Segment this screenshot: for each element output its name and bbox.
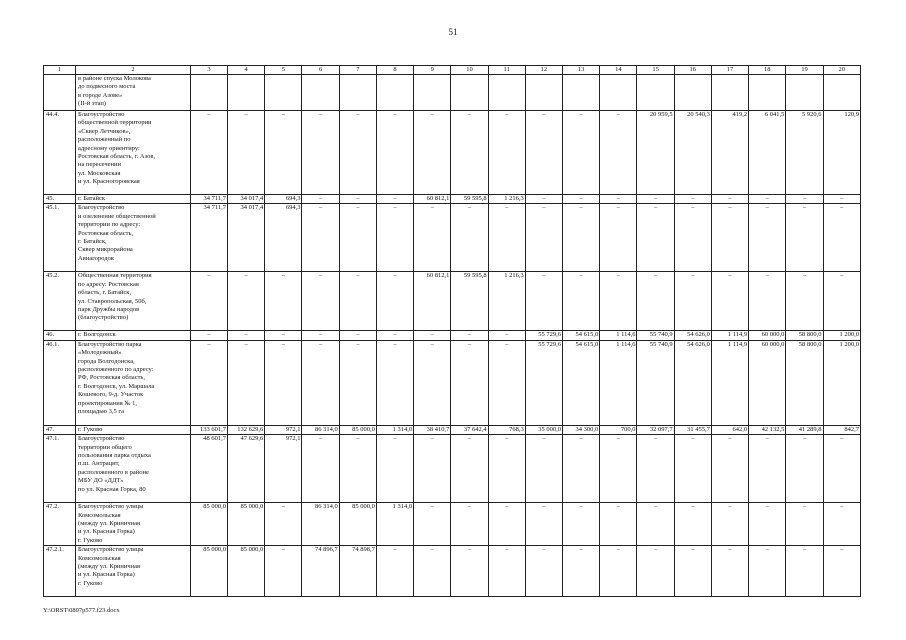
amount-cell: – <box>376 546 413 597</box>
amount-cell <box>600 75 637 111</box>
item-code-cell <box>44 75 76 111</box>
amount-cell: – <box>563 546 600 597</box>
amount-cell: – <box>376 340 413 425</box>
item-code-cell: 45.2. <box>44 272 76 331</box>
file-path-footer: Y:\ORST\0807p577.f23.docx <box>43 607 120 614</box>
amount-cell <box>823 75 860 111</box>
amount-cell: – <box>414 204 451 272</box>
item-code-cell: 45.1. <box>44 204 76 272</box>
amount-cell: – <box>823 546 860 597</box>
amount-cell: 1 114,9 <box>711 340 748 425</box>
amount-cell: – <box>451 546 488 597</box>
table-row <box>44 425 861 434</box>
amount-cell: – <box>711 272 748 331</box>
amount-cell: – <box>674 435 711 503</box>
item-name-cell: Благоустройство территории общего пользования парка отдыха п.ш. Антрацит, расположенного в районе МБУ ДО «ДДТ» по ул. Красная Горка, 80 <box>76 435 191 503</box>
amount-cell: – <box>600 272 637 331</box>
amount-cell: – <box>302 111 339 195</box>
amount-cell: 120,9 <box>823 111 860 195</box>
item-code-cell: 46.1. <box>44 340 76 425</box>
amount-cell: – <box>600 111 637 195</box>
amount-cell: 85 000,0 <box>190 546 227 597</box>
item-name-cell: г. Волгодонск <box>76 331 191 340</box>
amount-cell: 60 000,0 <box>749 331 786 340</box>
amount-cell: – <box>302 204 339 272</box>
amount-cell: 1 200,0 <box>823 340 860 425</box>
amount-cell: – <box>376 204 413 272</box>
amount-cell: 60 812,1 <box>414 195 451 204</box>
amount-cell: 60 000,0 <box>749 340 786 425</box>
amount-cell: – <box>228 111 265 195</box>
amount-cell <box>190 75 227 111</box>
amount-cell: – <box>600 204 637 272</box>
amount-cell: – <box>339 204 376 272</box>
amount-cell: 972,1 <box>265 425 302 434</box>
amount-cell: – <box>786 546 823 597</box>
table-row <box>44 195 861 204</box>
amount-cell: 419,2 <box>711 111 748 195</box>
amount-cell: – <box>451 503 488 546</box>
table-row <box>44 503 861 546</box>
amount-cell <box>302 75 339 111</box>
amount-cell: – <box>711 503 748 546</box>
column-number-cell: 14 <box>600 66 637 75</box>
amount-cell: 74 898,7 <box>339 546 376 597</box>
table-row <box>44 272 861 331</box>
amount-cell: – <box>488 503 525 546</box>
amount-cell: – <box>823 435 860 503</box>
column-number-cell: 2 <box>76 66 191 75</box>
amount-cell: 85 000,0 <box>339 425 376 434</box>
amount-cell: 1 216,3 <box>488 195 525 204</box>
amount-cell: – <box>600 435 637 503</box>
amount-cell <box>228 75 265 111</box>
amount-cell: 31 455,7 <box>674 425 711 434</box>
amount-cell: 85 000,0 <box>190 503 227 546</box>
table-row <box>44 204 861 272</box>
amount-cell: – <box>265 340 302 425</box>
amount-cell: – <box>637 195 674 204</box>
amount-cell: – <box>451 111 488 195</box>
amount-cell: – <box>190 111 227 195</box>
amount-cell: – <box>414 546 451 597</box>
amount-cell: – <box>414 340 451 425</box>
amount-cell: 1 114,6 <box>600 340 637 425</box>
amount-cell: 60 812,1 <box>414 272 451 331</box>
table-row <box>44 75 861 111</box>
amount-cell: – <box>823 204 860 272</box>
amount-cell: – <box>637 546 674 597</box>
amount-cell <box>376 75 413 111</box>
amount-cell: – <box>786 272 823 331</box>
column-number-row <box>44 66 861 75</box>
amount-cell: 34 017,4 <box>228 204 265 272</box>
amount-cell: 133 601,7 <box>190 425 227 434</box>
amount-cell: 34 711,7 <box>190 195 227 204</box>
item-name-cell: Благоустройство улицы Комсомольская (между ул. Криничная и ул. Красная Горка) г. Гуково <box>76 546 191 597</box>
table-row <box>44 111 861 195</box>
amount-cell: 694,3 <box>265 204 302 272</box>
amount-cell: – <box>674 204 711 272</box>
amount-cell: – <box>302 331 339 340</box>
amount-cell: – <box>563 503 600 546</box>
amount-cell: – <box>600 195 637 204</box>
amount-cell: – <box>265 272 302 331</box>
column-number-cell: 6 <box>302 66 339 75</box>
column-number-cell: 17 <box>711 66 748 75</box>
amount-cell: – <box>637 204 674 272</box>
amount-cell: – <box>749 546 786 597</box>
amount-cell: – <box>228 331 265 340</box>
column-number-cell: 9 <box>414 66 451 75</box>
amount-cell: – <box>376 111 413 195</box>
amount-cell: – <box>190 340 227 425</box>
amount-cell: – <box>451 340 488 425</box>
amount-cell: – <box>190 272 227 331</box>
amount-cell: 86 314,0 <box>302 503 339 546</box>
amount-cell: 55 740,9 <box>637 331 674 340</box>
amount-cell <box>414 75 451 111</box>
amount-cell: 38 410,7 <box>414 425 451 434</box>
amount-cell: – <box>339 435 376 503</box>
amount-cell: 6 041,5 <box>749 111 786 195</box>
amount-cell: 37 642,4 <box>451 425 488 434</box>
amount-cell: – <box>376 331 413 340</box>
item-name-cell: г. Батайск <box>76 195 191 204</box>
amount-cell: – <box>488 111 525 195</box>
amount-cell: – <box>749 272 786 331</box>
column-number-cell: 3 <box>190 66 227 75</box>
amount-cell: – <box>711 546 748 597</box>
item-name-cell: г. Гуково <box>76 425 191 434</box>
amount-cell: 58 800,0 <box>786 331 823 340</box>
amount-cell <box>451 75 488 111</box>
amount-cell: – <box>376 195 413 204</box>
item-name-cell: Благоустройство общественной территории «Сквер Летчиков», расположенный по адресному ориентиру: Ростовская область, г. Азов, на пересечении ул. Московская и ул. Красногоровская <box>76 111 191 195</box>
amount-cell: – <box>674 195 711 204</box>
amount-cell: 41 289,8 <box>786 425 823 434</box>
amount-cell: – <box>376 435 413 503</box>
item-name-cell: Общественная территория по адресу: Ростовская область, г. Батайск, ул. Ставропольская, 50б, парк Дружбы народов (благоустройство) <box>76 272 191 331</box>
amount-cell: – <box>488 340 525 425</box>
amount-cell: – <box>339 340 376 425</box>
item-name-cell: Благоустройство и озеленение общественной территории по адресу: Ростовская область, г. Батайск, Сквер микрорайона Авиагородок <box>76 204 191 272</box>
column-number-cell: 16 <box>674 66 711 75</box>
amount-cell: 1 314,0 <box>376 503 413 546</box>
amount-cell <box>563 75 600 111</box>
amount-cell: 54 626,0 <box>674 331 711 340</box>
item-code-cell: 45. <box>44 195 76 204</box>
amount-cell: – <box>488 435 525 503</box>
amount-cell: – <box>749 195 786 204</box>
item-code-cell: 47.1. <box>44 435 76 503</box>
amount-cell: 1 114,9 <box>711 331 748 340</box>
amount-cell: 59 595,8 <box>451 195 488 204</box>
amount-cell: 58 800,0 <box>786 340 823 425</box>
amount-cell: – <box>823 195 860 204</box>
amount-cell: – <box>339 331 376 340</box>
amount-cell: – <box>339 195 376 204</box>
amount-cell: – <box>637 272 674 331</box>
table-row <box>44 331 861 340</box>
amount-cell: – <box>488 546 525 597</box>
amount-cell: – <box>786 435 823 503</box>
amount-cell: – <box>525 111 562 195</box>
amount-cell: – <box>711 435 748 503</box>
amount-cell: 55 729,6 <box>525 331 562 340</box>
amount-cell: 32 097,7 <box>637 425 674 434</box>
amount-cell: – <box>637 435 674 503</box>
amount-cell: 47 629,6 <box>228 435 265 503</box>
amount-cell: 5 920,6 <box>786 111 823 195</box>
amount-cell: – <box>228 340 265 425</box>
amount-cell: – <box>749 503 786 546</box>
amount-cell: 86 314,0 <box>302 425 339 434</box>
amount-cell <box>525 75 562 111</box>
amount-cell: – <box>339 111 376 195</box>
table-row <box>44 435 861 503</box>
amount-cell: 768,3 <box>488 425 525 434</box>
amount-cell <box>711 75 748 111</box>
amount-cell: 642,0 <box>711 425 748 434</box>
amount-cell: – <box>563 272 600 331</box>
amount-cell: – <box>414 331 451 340</box>
amount-cell: – <box>488 331 525 340</box>
amount-cell: 74 896,7 <box>302 546 339 597</box>
amount-cell: – <box>823 272 860 331</box>
amount-cell: 35 000,0 <box>525 425 562 434</box>
amount-cell: – <box>302 435 339 503</box>
item-code-cell: 47.2.1. <box>44 546 76 597</box>
budget-table <box>43 65 861 597</box>
amount-cell: – <box>265 503 302 546</box>
amount-cell: 1 114,6 <box>600 331 637 340</box>
column-number-cell: 13 <box>563 66 600 75</box>
amount-cell: – <box>563 111 600 195</box>
amount-cell: – <box>414 435 451 503</box>
amount-cell: 55 729,6 <box>525 340 562 425</box>
amount-cell: – <box>525 546 562 597</box>
item-name-cell: в районе спуска Молокова до подвесного моста в городе Азове» (II-й этап) <box>76 75 191 111</box>
column-number-cell: 15 <box>637 66 674 75</box>
column-number-cell: 12 <box>525 66 562 75</box>
column-number-cell: 4 <box>228 66 265 75</box>
amount-cell: – <box>674 272 711 331</box>
amount-cell <box>488 75 525 111</box>
amount-cell: 54 615,0 <box>563 331 600 340</box>
amount-cell: – <box>190 331 227 340</box>
amount-cell: 700,0 <box>600 425 637 434</box>
item-code-cell: 47. <box>44 425 76 434</box>
amount-cell: – <box>786 195 823 204</box>
table-row <box>44 546 861 597</box>
amount-cell: 54 615,0 <box>563 340 600 425</box>
amount-cell: 85 000,0 <box>228 546 265 597</box>
amount-cell: – <box>525 272 562 331</box>
item-code-cell: 44.4. <box>44 111 76 195</box>
amount-cell: – <box>823 503 860 546</box>
amount-cell: 42 132,5 <box>749 425 786 434</box>
amount-cell: 34 017,4 <box>228 195 265 204</box>
amount-cell: – <box>563 435 600 503</box>
amount-cell: – <box>339 272 376 331</box>
column-number-cell: 19 <box>786 66 823 75</box>
amount-cell: – <box>600 503 637 546</box>
amount-cell: – <box>711 195 748 204</box>
amount-cell: 132 629,6 <box>228 425 265 434</box>
amount-cell: 85 000,0 <box>339 503 376 546</box>
amount-cell: 694,3 <box>265 195 302 204</box>
amount-cell: – <box>749 204 786 272</box>
amount-cell <box>265 75 302 111</box>
amount-cell <box>339 75 376 111</box>
amount-cell: – <box>302 195 339 204</box>
amount-cell: – <box>711 204 748 272</box>
amount-cell: – <box>525 195 562 204</box>
amount-cell: 54 626,0 <box>674 340 711 425</box>
amount-cell: – <box>451 331 488 340</box>
column-number-cell: 18 <box>749 66 786 75</box>
amount-cell: – <box>414 111 451 195</box>
amount-cell: 20 540,3 <box>674 111 711 195</box>
amount-cell: – <box>563 204 600 272</box>
amount-cell: 55 740,9 <box>637 340 674 425</box>
amount-cell: 1 314,0 <box>376 425 413 434</box>
amount-cell <box>786 75 823 111</box>
column-number-cell: 20 <box>823 66 860 75</box>
amount-cell: – <box>265 111 302 195</box>
amount-cell: – <box>451 435 488 503</box>
amount-cell: 842,7 <box>823 425 860 434</box>
amount-cell: – <box>786 204 823 272</box>
column-number-cell: 5 <box>265 66 302 75</box>
amount-cell: – <box>265 546 302 597</box>
amount-cell: – <box>414 503 451 546</box>
amount-cell: – <box>637 503 674 546</box>
amount-cell: 1 200,0 <box>823 331 860 340</box>
amount-cell: – <box>525 435 562 503</box>
amount-cell: 85 000,0 <box>228 503 265 546</box>
amount-cell <box>637 75 674 111</box>
item-name-cell: Благоустройство парка «Молодежный» города Волгодонска, расположенного по адресу: РФ, Ростовская область, г. Волгодонск, ул. Маршала Кошевого, 9-д. Участок проектирования № 1, площадью 3,5 га <box>76 340 191 425</box>
amount-cell: – <box>376 272 413 331</box>
column-number-cell: 10 <box>451 66 488 75</box>
amount-cell: – <box>525 503 562 546</box>
amount-cell: – <box>302 272 339 331</box>
column-number-cell: 11 <box>488 66 525 75</box>
amount-cell: – <box>674 546 711 597</box>
column-number-cell: 1 <box>44 66 76 75</box>
table-row <box>44 340 861 425</box>
amount-cell: – <box>674 503 711 546</box>
amount-cell: – <box>302 340 339 425</box>
amount-cell: 1 216,3 <box>488 272 525 331</box>
item-name-cell: Благоустройство улицы Комсомольская (между ул. Криничная и ул. Красная Горка) г. Гуково <box>76 503 191 546</box>
amount-cell: – <box>451 204 488 272</box>
amount-cell: – <box>265 331 302 340</box>
page-number: 51 <box>448 27 458 37</box>
amount-cell: – <box>228 272 265 331</box>
amount-cell: – <box>525 204 562 272</box>
amount-cell <box>749 75 786 111</box>
amount-cell: – <box>488 204 525 272</box>
amount-cell <box>674 75 711 111</box>
item-code-cell: 46. <box>44 331 76 340</box>
column-number-cell: 8 <box>376 66 413 75</box>
amount-cell: 34 300,0 <box>563 425 600 434</box>
amount-cell: 34 711,7 <box>190 204 227 272</box>
column-number-cell: 7 <box>339 66 376 75</box>
amount-cell: 59 595,8 <box>451 272 488 331</box>
amount-cell: – <box>600 546 637 597</box>
amount-cell: 972,1 <box>265 435 302 503</box>
item-code-cell: 47.2. <box>44 503 76 546</box>
amount-cell: – <box>786 503 823 546</box>
amount-cell: 20 959,5 <box>637 111 674 195</box>
amount-cell: – <box>563 195 600 204</box>
amount-cell: – <box>749 435 786 503</box>
amount-cell: 48 601,7 <box>190 435 227 503</box>
